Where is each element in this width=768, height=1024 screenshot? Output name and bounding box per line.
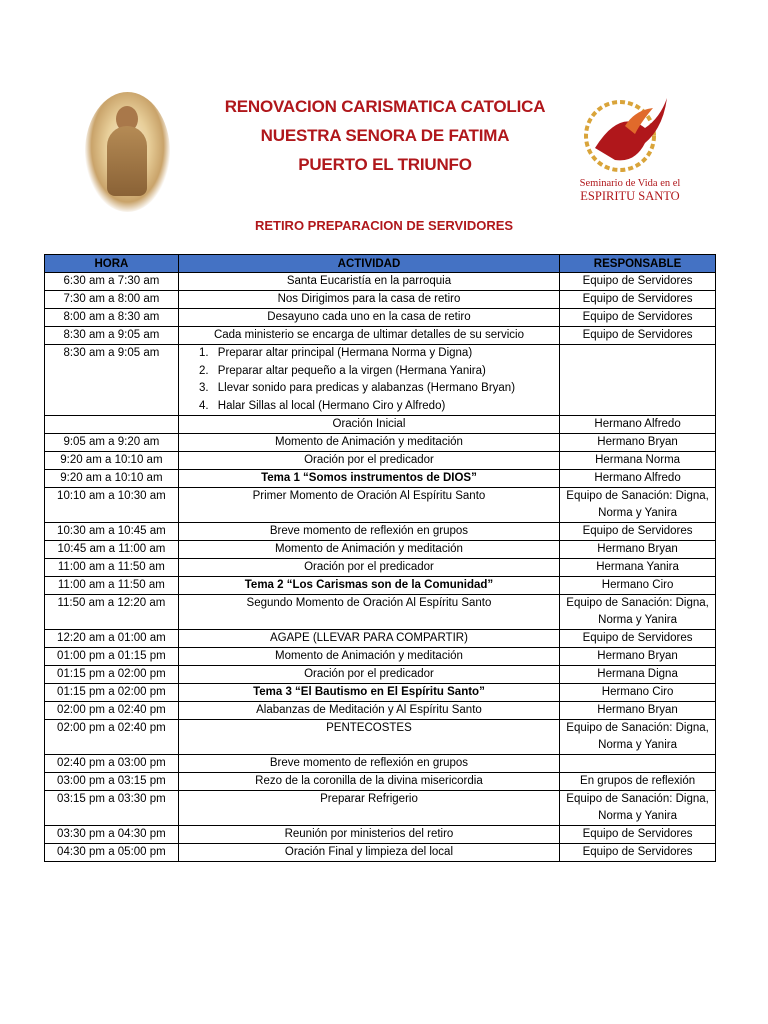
cell-actividad: Nos Dirigimos para la casa de retiro [178,291,559,309]
logo-text-2: ESPIRITU SANTO [580,189,680,203]
title-line-1: RENOVACION CARISMATICA CATOLICA [224,97,546,116]
cell-actividad: Santa Eucaristía en la parroquia [178,273,559,291]
table-row [45,327,716,345]
table-row [45,470,716,488]
schedule-table [44,254,716,862]
cell-hora: 10:30 am a 10:45 am [45,523,179,541]
cell-hora: 11:00 am a 11:50 am [45,559,179,577]
document-subtitle: RETIRO PREPARACION DE SERVIDORES [254,218,514,233]
cell-actividad: Oración por el predicador [178,452,559,470]
cell-responsable: Hermano Bryan [560,648,716,666]
cell-hora: 6:30 am a 7:30 am [45,273,179,291]
cell-hora: 9:05 am a 9:20 am [45,434,179,452]
table-row [45,720,716,755]
table-row [45,684,716,702]
title-line-2: NUESTRA SENORA DE FATIMA [260,126,510,145]
cell-actividad: Breve momento de reflexión en grupos [178,523,559,541]
cell-actividad: Momento de Animación y meditación [178,648,559,666]
cell-hora: 12:20 am a 01:00 am [45,630,179,648]
cell-hora: 11:00 am a 11:50 am [45,577,179,595]
cell-hora: 01:15 pm a 02:00 pm [45,684,179,702]
cell-responsable: Hermano Ciro [560,577,716,595]
table-row [45,666,716,684]
title-block [180,92,590,179]
cell-responsable: Hermana Digna [560,666,716,684]
cell-hora: 11:50 am a 12:20 am [45,595,179,630]
cell-responsable: Equipo de Servidores [560,327,716,345]
cell-hora: 01:00 pm a 01:15 pm [45,648,179,666]
table-row [45,309,716,327]
cell-responsable: Hermano Bryan [560,434,716,452]
seminario-logo [565,88,695,208]
header-actividad: ACTIVIDAD [178,255,559,273]
cell-responsable [560,345,716,416]
task-item: 3. Llevar sonido para predicas y alabanzas (Hermano Bryan) [212,380,556,398]
table-row [45,488,716,523]
table-row [45,345,716,416]
cell-responsable: En grupos de reflexión [560,773,716,791]
cell-actividad: Oración por el predicador [178,559,559,577]
cell-actividad: Segundo Momento de Oración Al Espíritu Santo [178,595,559,630]
cell-responsable: Hermana Yanira [560,559,716,577]
cell-responsable: Equipo de Servidores [560,523,716,541]
cell-actividad: Momento de Animación y meditación [178,434,559,452]
cell-actividad: Momento de Animación y meditación [178,541,559,559]
cell-responsable: Hermano Bryan [560,541,716,559]
cell-responsable: Hermano Bryan [560,702,716,720]
cell-hora: 8:30 am a 9:05 am [45,345,179,416]
table-row [45,577,716,595]
cell-hora: 7:30 am a 8:00 am [45,291,179,309]
cell-actividad: Oración Final y limpieza del local [178,844,559,862]
cell-hora: 03:00 pm a 03:15 pm [45,773,179,791]
cell-hora: 03:30 pm a 04:30 pm [45,826,179,844]
table-row [45,648,716,666]
cell-hora: 8:30 am a 9:05 am [45,327,179,345]
table-row [45,595,716,630]
cell-actividad: Breve momento de reflexión en grupos [178,755,559,773]
cell-actividad: PENTECOSTES [178,720,559,755]
table-row [45,434,716,452]
cell-responsable: Hermano Ciro [560,684,716,702]
cell-responsable: Equipo de Sanación: Digna, Norma y Yanira [560,791,716,826]
table-row [45,826,716,844]
cell-hora: 10:45 am a 11:00 am [45,541,179,559]
cell-actividad: Primer Momento de Oración Al Espíritu Santo [178,488,559,523]
table-row [45,630,716,648]
cell-actividad: Oración por el predicador [178,666,559,684]
logo-text-1: Seminario de Vida en el [579,178,681,189]
cell-responsable: Equipo de Servidores [560,630,716,648]
table-row [45,273,716,291]
table-row [45,702,716,720]
cell-hora: 02:00 pm a 02:40 pm [45,702,179,720]
cell-responsable: Equipo de Servidores [560,844,716,862]
table-row [45,791,716,826]
table-row [45,523,716,541]
cell-hora: 02:00 pm a 02:40 pm [45,720,179,755]
cell-hora: 9:20 am a 10:10 am [45,452,179,470]
cell-responsable: Hermano Alfredo [560,470,716,488]
cell-responsable: Equipo de Servidores [560,291,716,309]
cell-actividad: AGAPE (LLEVAR PARA COMPARTIR) [178,630,559,648]
document-header [0,0,768,245]
cell-responsable: Hermana Norma [560,452,716,470]
cell-actividad: Tema 2 “Los Carismas son de la Comunidad” [178,577,559,595]
task-list [182,345,556,415]
header-responsable: RESPONSABLE [560,255,716,273]
table-row [45,844,716,862]
cell-responsable: Equipo de Sanación: Digna, Norma y Yanira [560,720,716,755]
portrait-robe [107,126,147,196]
cell-responsable [560,755,716,773]
cell-actividad: Oración Inicial [178,416,559,434]
cell-responsable: Equipo de Sanación: Digna, Norma y Yanira [560,488,716,523]
table-row [45,291,716,309]
table-row [45,755,716,773]
cell-hora: 8:00 am a 8:30 am [45,309,179,327]
cell-hora: 9:20 am a 10:10 am [45,470,179,488]
table-row [45,541,716,559]
table-row [45,452,716,470]
cell-actividad [178,345,559,416]
cell-actividad: Cada ministerio se encarga de ultimar detalles de su servicio [178,327,559,345]
table-row [45,416,716,434]
task-item: 1. Preparar altar principal (Hermana Norma y Digna) [212,345,556,363]
header-hora: HORA [45,255,179,273]
cell-actividad: Desayuno cada uno en la casa de retiro [178,309,559,327]
cell-actividad: Preparar Refrigerio [178,791,559,826]
cell-responsable: Hermano Alfredo [560,416,716,434]
cell-actividad: Tema 3 “El Bautismo en El Espíritu Santo” [178,684,559,702]
task-item: 2. Preparar altar pequeño a la virgen (Hermana Yanira) [212,363,556,381]
table-row [45,773,716,791]
title-line-3: PUERTO EL TRIUNFO [298,155,472,174]
cell-hora: 01:15 pm a 02:00 pm [45,666,179,684]
table-header-row [45,255,716,273]
cell-actividad: Rezo de la coronilla de la divina misericordia [178,773,559,791]
jesus-portrait-image [85,92,170,212]
cell-hora: 10:10 am a 10:30 am [45,488,179,523]
cell-hora: 03:15 pm a 03:30 pm [45,791,179,826]
table-row [45,559,716,577]
cell-actividad: Tema 1 “Somos instrumentos de DIOS” [178,470,559,488]
cell-actividad: Alabanzas de Meditación y Al Espíritu Santo [178,702,559,720]
cell-actividad: Reunión por ministerios del retiro [178,826,559,844]
cell-hora [45,416,179,434]
cell-responsable: Equipo de Sanación: Digna, Norma y Yanira [560,595,716,630]
cell-responsable: Equipo de Servidores [560,826,716,844]
cell-hora: 04:30 pm a 05:00 pm [45,844,179,862]
cell-responsable: Equipo de Servidores [560,273,716,291]
cell-responsable: Equipo de Servidores [560,309,716,327]
cell-hora: 02:40 pm a 03:00 pm [45,755,179,773]
task-item: 4. Halar Sillas al local (Hermano Ciro y Alfredo) [212,398,556,416]
